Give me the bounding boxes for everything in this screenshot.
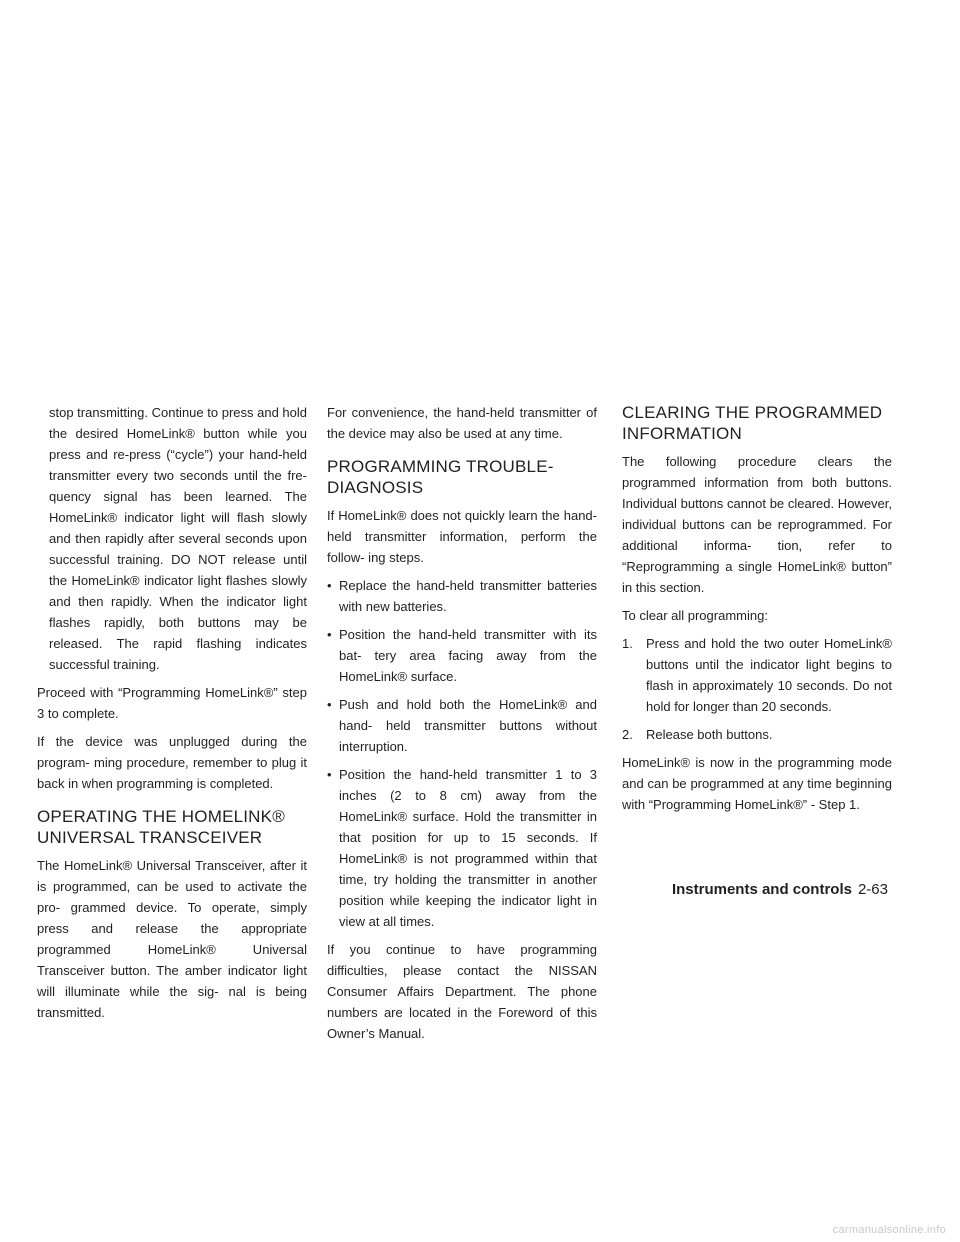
page-number: 2-63 [857,881,888,898]
step-number: 1. [622,636,633,651]
paragraph-convenience: For convenience, the hand-held transmitter of the device may also be used at any time. [327,405,597,441]
column-middle [327,402,597,1051]
paragraph-clearing: The following procedure clears the programmed information from both buttons. Individual buttons cannot be cleared. However, individual buttons can be reprogrammed. For additional informa- tion, refer to “Reprogramming a single HomeLink® button” in this section. [622,454,892,595]
page-footer [0,880,888,900]
watermark: carmanualsonline.info [832,1224,946,1236]
list-item: • Push and hold both the HomeLink® and hand- held transmitter buttons without interruption. [327,694,597,757]
paragraph-continuation: stop transmitting. Continue to press and hold the desired HomeLink® button while you press and re-press (“cycle”) your hand-held transmitter every two seconds until the fre- quency signal has been learned. The HomeLink® indicator light will flash slowly and then rapidly after several seconds upon successful training. DO NOT release until the HomeLink® indicator light flashes slowly and then rapidly. When the indicator light flashes rapidly, both buttons may be released. The rapid flashing indicates successful training. [49,405,307,672]
paragraph-contact: If you continue to have programming difficulties, please contact the NISSAN Consumer Affairs Department. The phone numbers are located in the Foreword of this Owner’s Manual. [327,942,597,1041]
heading-operating: OPERATING THE HOMELINK® UNIVERSAL TRANSCEIVER [37,807,285,847]
paragraph-unplugged: If the device was unplugged during the program- ming procedure, remember to plug it back in when programming is completed. [37,734,307,791]
list-item: • Replace the hand-held transmitter batteries with new batteries. [327,575,597,617]
paragraph-operating: The HomeLink® Universal Transceiver, after it is programmed, can be used to activate the pro- grammed device. To operate, simply press and release the appropriate programmed HomeLink® Universal Transceiver button. The amber indicator light will illuminate while the sig- nal is being transmitted. [37,858,307,1020]
list-item: • Position the hand-held transmitter with its bat- tery area facing away from the HomeLink® surface. [327,624,597,687]
heading-clearing: CLEARING THE PROGRAMMED INFORMATION [622,403,883,443]
bullet-icon: • [327,578,332,593]
bullet-icon: • [327,767,332,782]
paragraph-troubleshooting-intro: If HomeLink® does not quickly learn the hand- held transmitter information, perform the follow- ing steps. [327,508,597,565]
step-number: 2. [622,727,633,742]
column-left [37,402,307,1030]
column-right [622,402,892,822]
clearing-steps [622,633,892,745]
list-item: 1. Press and hold the two outer HomeLink® buttons until the indicator light begins to flash in approximately 10 seconds. Do not hold for longer than 20 seconds. [622,633,892,717]
list-item: 2. Release both buttons. [622,724,892,745]
bullet-icon: • [327,697,332,712]
heading-troubleshooting: PROGRAMMING TROUBLE- DIAGNOSIS [327,457,554,497]
section-title: Instruments and controls [671,881,852,898]
troubleshooting-list [327,575,597,932]
paragraph-clear-all: To clear all programming: [622,608,768,623]
paragraph-proceed: Proceed with “Programming HomeLink®” step 3 to complete. [37,685,307,721]
list-item: • Position the hand-held transmitter 1 to 3 inches (2 to 8 cm) away from the HomeLink® surface. Hold the transmitter in that position for up to 15 seconds. If HomeLink® is not programmed within that time, try holding the transmitter in another position while keeping the indicator light in view at all times. [327,764,597,932]
bullet-icon: • [327,627,332,642]
paragraph-programming-mode: HomeLink® is now in the programming mode and can be programmed at any time beginning with “Programming HomeLink®” - Step 1. [622,755,892,812]
